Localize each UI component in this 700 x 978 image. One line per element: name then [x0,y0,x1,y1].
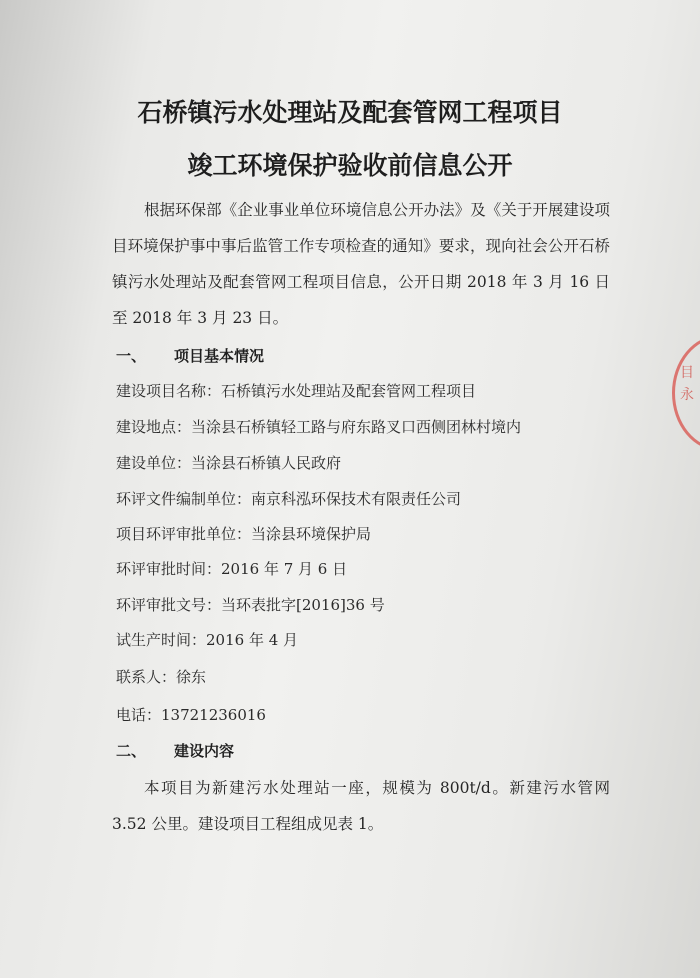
content-paragraph: 本项目为新建污水处理站一座，规模为 800t/d。新建污水管网 3.52 公里。建设项目工程组成见表 1。 [112,779,610,833]
section-2-title: 建设内容 [174,742,235,760]
section-1-title: 项目基本情况 [174,347,265,365]
detail-phone: 电话：13721236016 [116,706,266,724]
detail-trial-production: 试生产时间：2016 年 4 月 [116,631,299,649]
detail-approval-number: 环评审批文号：当环表批字[2016]36 号 [116,596,385,614]
detail-project-name: 建设项目名称：石桥镇污水处理站及配套管网工程项目 [116,382,477,400]
document-title-line-2: 竣工环境保护验收前信息公开 [187,151,513,180]
detail-eia-approver: 项目环评审批单位：当涂县环境保护局 [116,525,372,543]
detail-approval-date: 环评审批时间：2016 年 7 月 6 日 [116,560,348,578]
seal-glyph-2: 永 [680,387,694,403]
detail-builder: 建设单位：当涂县石桥镇人民政府 [116,454,342,472]
section-2-heading [116,740,234,761]
section-1-heading [116,345,264,366]
section-2-number: 二、 [116,742,147,760]
intro-paragraph: 根据环保部《企业事业单位环境信息公开办法》及《关于开展建设项目环境保护事中事后监管工作专项检查的通知》要求，现向社会公开石桥镇污水处理站及配套管网工程项目信息，公开日期 2018 年 3 月 16 日至 2018 年 3 月 23 日。 [112,201,610,327]
seal-glyph-1: 目 [680,365,694,381]
document-title-line-1: 石桥镇污水处理站及配套管网工程项目 [137,98,563,127]
section-1-number: 一、 [116,347,147,365]
detail-contact: 联系人：徐东 [116,668,207,686]
detail-eia-preparer: 环评文件编制单位：南京科泓环保技术有限责任公司 [116,490,462,508]
detail-location: 建设地点：当涂县石桥镇轻工路与府东路叉口西侧团林村境内 [116,418,522,436]
